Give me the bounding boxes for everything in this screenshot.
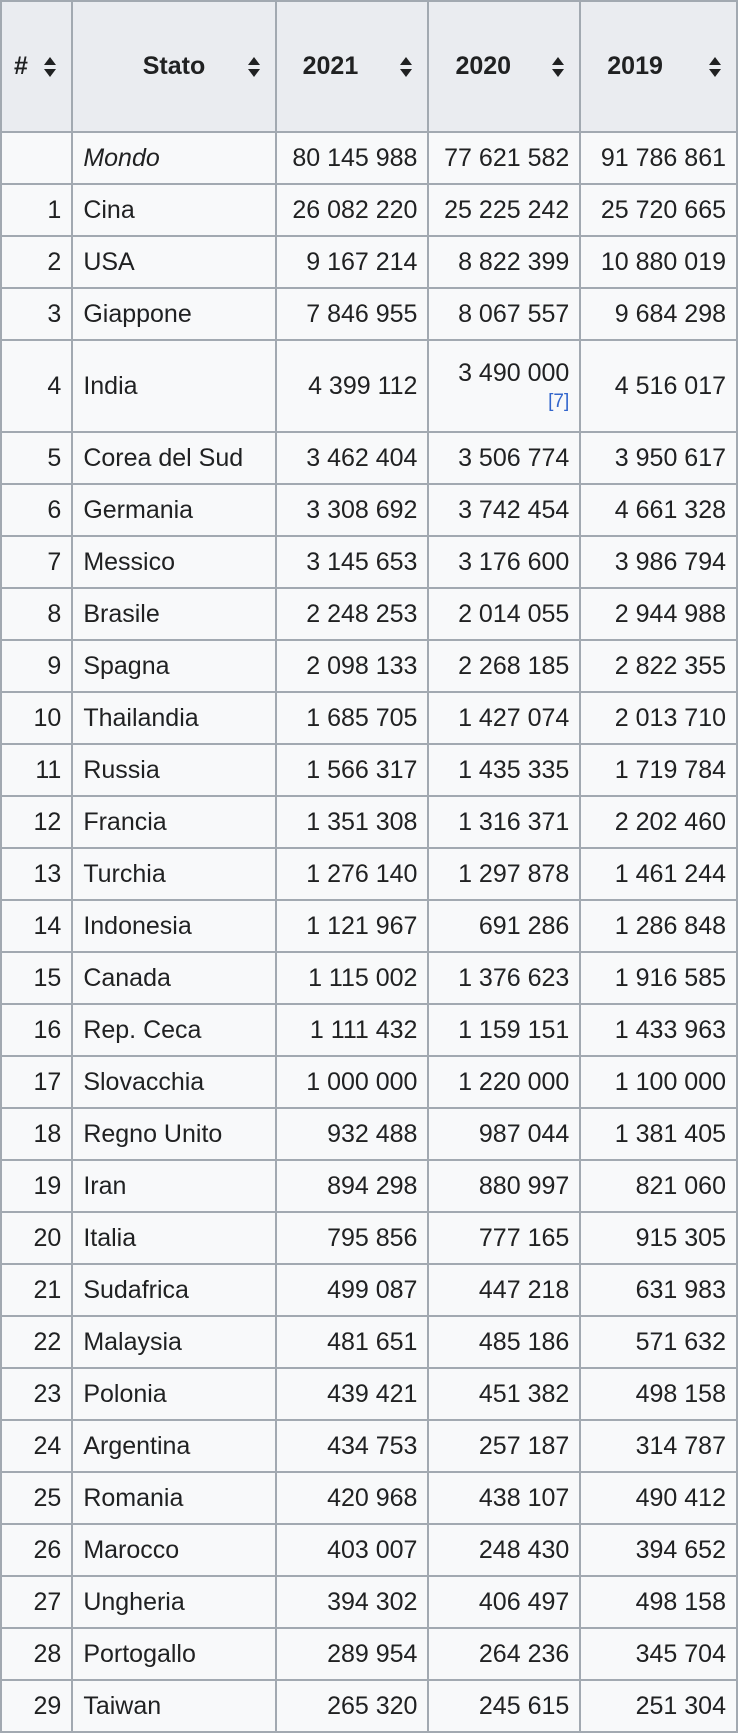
table-row xyxy=(1,1264,737,1316)
country-cell: Canada xyxy=(72,952,275,1004)
value-2021-cell: 1 115 002 xyxy=(276,952,429,1004)
rank-cell: 26 xyxy=(1,1524,72,1576)
rank-cell: 15 xyxy=(1,952,72,1004)
value-2019-cell: 394 652 xyxy=(580,1524,737,1576)
rank-cell: 27 xyxy=(1,1576,72,1628)
column-header-rank[interactable] xyxy=(1,1,72,132)
value-2021-cell: 1 566 317 xyxy=(276,744,429,796)
value-2021-cell: 3 145 653 xyxy=(276,536,429,588)
value-2021-cell: 932 488 xyxy=(276,1108,429,1160)
rank-cell: 7 xyxy=(1,536,72,588)
value-2021-cell: 3 462 404 xyxy=(276,432,429,484)
value-2019-cell: 251 304 xyxy=(580,1680,737,1732)
value-2021-cell: 2 098 133 xyxy=(276,640,429,692)
rank-cell: 3 xyxy=(1,288,72,340)
country-cell: Portogallo xyxy=(72,1628,275,1680)
value-2020-cell: 1 220 000 xyxy=(428,1056,580,1108)
value-2021-cell: 2 248 253 xyxy=(276,588,429,640)
country-cell: Francia xyxy=(72,796,275,848)
table-row xyxy=(1,1108,737,1160)
table-row xyxy=(1,1576,737,1628)
column-header-label: # xyxy=(14,52,28,80)
value-2019-cell: 1 719 784 xyxy=(580,744,737,796)
value-2021-cell: 394 302 xyxy=(276,1576,429,1628)
table-row xyxy=(1,1160,737,1212)
value-2019-cell: 345 704 xyxy=(580,1628,737,1680)
table-row xyxy=(1,1524,737,1576)
value-2021-cell: 9 167 214 xyxy=(276,236,429,288)
rank-cell: 1 xyxy=(1,184,72,236)
rank-cell: 2 xyxy=(1,236,72,288)
rank-cell: 14 xyxy=(1,900,72,952)
rank-cell: 24 xyxy=(1,1420,72,1472)
value-2020-cell: 438 107 xyxy=(428,1472,580,1524)
value-2020-cell: 3 176 600 xyxy=(428,536,580,588)
value-2021-cell: 26 082 220 xyxy=(276,184,429,236)
value-2019-cell: 571 632 xyxy=(580,1316,737,1368)
value-2019-cell: 1 433 963 xyxy=(580,1004,737,1056)
value-2020-cell: 1 159 151 xyxy=(428,1004,580,1056)
value-2019-cell: 4 516 017 xyxy=(580,340,737,432)
rank-cell: 8 xyxy=(1,588,72,640)
rank-cell: 20 xyxy=(1,1212,72,1264)
table-row xyxy=(1,288,737,340)
value-2019-cell: 10 880 019 xyxy=(580,236,737,288)
value-2021-cell: 80 145 988 xyxy=(276,132,429,184)
value-2021-cell: 1 276 140 xyxy=(276,848,429,900)
table-row-world xyxy=(1,132,737,184)
country-cell: Turchia xyxy=(72,848,275,900)
country-cell: Brasile xyxy=(72,588,275,640)
value-2019-cell: 2 013 710 xyxy=(580,692,737,744)
sort-arrows-icon[interactable] xyxy=(551,56,565,78)
value-2020-cell: 257 187 xyxy=(428,1420,580,1472)
value-2020-cell: 1 376 623 xyxy=(428,952,580,1004)
table-row xyxy=(1,1472,737,1524)
value-2020-cell: 8 067 557 xyxy=(428,288,580,340)
value-2021-cell: 403 007 xyxy=(276,1524,429,1576)
value-2019-cell: 1 916 585 xyxy=(580,952,737,1004)
table-row xyxy=(1,1056,737,1108)
value-2019-cell: 490 412 xyxy=(580,1472,737,1524)
table-row xyxy=(1,1316,737,1368)
value-2020-cell: 248 430 xyxy=(428,1524,580,1576)
value-2019-cell: 9 684 298 xyxy=(580,288,737,340)
country-cell: Corea del Sud xyxy=(72,432,275,484)
value-2020-cell: 2 014 055 xyxy=(428,588,580,640)
value-2020-cell: 1 435 335 xyxy=(428,744,580,796)
country-cell: Regno Unito xyxy=(72,1108,275,1160)
value-2019-cell: 2 202 460 xyxy=(580,796,737,848)
table-row xyxy=(1,340,737,432)
value-2020-cell: 691 286 xyxy=(428,900,580,952)
value-2019-cell: 821 060 xyxy=(580,1160,737,1212)
value-2021-cell: 499 087 xyxy=(276,1264,429,1316)
country-cell: Iran xyxy=(72,1160,275,1212)
value-2019-cell: 1 100 000 xyxy=(580,1056,737,1108)
country-cell: Polonia xyxy=(72,1368,275,1420)
rank-cell: 10 xyxy=(1,692,72,744)
country-cell: Germania xyxy=(72,484,275,536)
value-2021-cell: 1 111 432 xyxy=(276,1004,429,1056)
value-2019-cell: 25 720 665 xyxy=(580,184,737,236)
value-2019-cell: 1 381 405 xyxy=(580,1108,737,1160)
value-2021-cell: 894 298 xyxy=(276,1160,429,1212)
column-header-2020[interactable] xyxy=(428,1,580,132)
value-2021-cell: 420 968 xyxy=(276,1472,429,1524)
value-2021-cell: 1 351 308 xyxy=(276,796,429,848)
value-2019-cell: 4 661 328 xyxy=(580,484,737,536)
value-2020-cell: 880 997 xyxy=(428,1160,580,1212)
sort-arrows-icon[interactable] xyxy=(43,56,57,78)
table-row xyxy=(1,1420,737,1472)
column-header-label: 2021 xyxy=(302,52,359,80)
value-2019-cell: 314 787 xyxy=(580,1420,737,1472)
value-2020-cell: 1 297 878 xyxy=(428,848,580,900)
value-2020-cell: 264 236 xyxy=(428,1628,580,1680)
column-header-2019[interactable] xyxy=(580,1,737,132)
table-row xyxy=(1,236,737,288)
column-header-2021[interactable] xyxy=(276,1,429,132)
value-2019-cell: 1 286 848 xyxy=(580,900,737,952)
value-2019-cell: 498 158 xyxy=(580,1576,737,1628)
table-row xyxy=(1,1368,737,1420)
table-row xyxy=(1,1628,737,1680)
value-2020-cell: 451 382 xyxy=(428,1368,580,1420)
table-row xyxy=(1,952,737,1004)
country-cell: Spagna xyxy=(72,640,275,692)
value-2020-cell: 1 316 371 xyxy=(428,796,580,848)
rank-cell: 12 xyxy=(1,796,72,848)
column-header-label: 2019 xyxy=(607,52,663,80)
value-2021-cell: 1 685 705 xyxy=(276,692,429,744)
table-row xyxy=(1,1004,737,1056)
value-2020-cell: 8 822 399 xyxy=(428,236,580,288)
rank-cell: 9 xyxy=(1,640,72,692)
table-row xyxy=(1,588,737,640)
value-2020-cell: 3 506 774 xyxy=(428,432,580,484)
value-2021-cell: 481 651 xyxy=(276,1316,429,1368)
country-cell: Rep. Ceca xyxy=(72,1004,275,1056)
country-cell: Sudafrica xyxy=(72,1264,275,1316)
rank-cell: 23 xyxy=(1,1368,72,1420)
country-cell: Russia xyxy=(72,744,275,796)
country-cell: Argentina xyxy=(72,1420,275,1472)
table-row xyxy=(1,1680,737,1732)
country-cell: USA xyxy=(72,236,275,288)
value-2020-cell: 77 621 582 xyxy=(428,132,580,184)
country-cell: Ungheria xyxy=(72,1576,275,1628)
table-row xyxy=(1,640,737,692)
country-cell: Giappone xyxy=(72,288,275,340)
country-cell: Mondo xyxy=(72,132,275,184)
value-2019-cell: 2 944 988 xyxy=(580,588,737,640)
value-2021-cell: 1 000 000 xyxy=(276,1056,429,1108)
column-header-label: 2020 xyxy=(455,52,512,80)
column-header-country[interactable] xyxy=(72,1,275,132)
rank-cell: 29 xyxy=(1,1680,72,1732)
value-2021-cell: 265 320 xyxy=(276,1680,429,1732)
table-row xyxy=(1,536,737,588)
table-row xyxy=(1,432,737,484)
rank-cell xyxy=(1,132,72,184)
column-header-label: Stato xyxy=(142,52,206,80)
rank-cell: 16 xyxy=(1,1004,72,1056)
value-2019-cell: 498 158 xyxy=(580,1368,737,1420)
country-cell: Malaysia xyxy=(72,1316,275,1368)
value-2020-cell: 2 268 185 xyxy=(428,640,580,692)
country-cell: Romania xyxy=(72,1472,275,1524)
value-2019-cell: 631 983 xyxy=(580,1264,737,1316)
table-row xyxy=(1,484,737,536)
value-2021-cell: 1 121 967 xyxy=(276,900,429,952)
value-2021-cell: 289 954 xyxy=(276,1628,429,1680)
header-row xyxy=(1,1,737,132)
country-cell: India xyxy=(72,340,275,432)
sort-arrows-icon[interactable] xyxy=(247,56,261,78)
value-2021-cell: 3 308 692 xyxy=(276,484,429,536)
country-cell: Indonesia xyxy=(72,900,275,952)
value-2020-cell: 406 497 xyxy=(428,1576,580,1628)
rank-cell: 11 xyxy=(1,744,72,796)
table-row xyxy=(1,744,737,796)
value-2020-cell: 245 615 xyxy=(428,1680,580,1732)
table-row xyxy=(1,184,737,236)
value-2019-cell: 915 305 xyxy=(580,1212,737,1264)
rank-cell: 22 xyxy=(1,1316,72,1368)
table-row xyxy=(1,692,737,744)
value-2019-cell: 3 950 617 xyxy=(580,432,737,484)
sort-arrows-icon[interactable] xyxy=(399,56,413,78)
rank-cell: 18 xyxy=(1,1108,72,1160)
value-2021-cell: 439 421 xyxy=(276,1368,429,1420)
reference-link[interactable]: [7] xyxy=(548,391,570,412)
value-2019-cell: 91 786 861 xyxy=(580,132,737,184)
rank-cell: 4 xyxy=(1,340,72,432)
value-2020-cell: 777 165 xyxy=(428,1212,580,1264)
value-2021-cell: 795 856 xyxy=(276,1212,429,1264)
value-2019-cell: 3 986 794 xyxy=(580,536,737,588)
country-cell: Marocco xyxy=(72,1524,275,1576)
value-2020-cell xyxy=(428,340,580,432)
rank-cell: 25 xyxy=(1,1472,72,1524)
rank-cell: 17 xyxy=(1,1056,72,1108)
value-2020-cell: 25 225 242 xyxy=(428,184,580,236)
value-2021-cell: 7 846 955 xyxy=(276,288,429,340)
table-row xyxy=(1,1212,737,1264)
value-2019-cell: 2 822 355 xyxy=(580,640,737,692)
sort-arrows-icon[interactable] xyxy=(708,56,722,78)
rank-cell: 19 xyxy=(1,1160,72,1212)
country-cell: Cina xyxy=(72,184,275,236)
value-2020-cell: 447 218 xyxy=(428,1264,580,1316)
rank-cell: 5 xyxy=(1,432,72,484)
value-2020-cell: 1 427 074 xyxy=(428,692,580,744)
rank-cell: 13 xyxy=(1,848,72,900)
country-cell: Italia xyxy=(72,1212,275,1264)
country-cell: Messico xyxy=(72,536,275,588)
country-cell: Thailandia xyxy=(72,692,275,744)
rank-cell: 6 xyxy=(1,484,72,536)
country-cell: Taiwan xyxy=(72,1680,275,1732)
value-2021-cell: 4 399 112 xyxy=(276,340,429,432)
value-2020-text: 3 490 000 xyxy=(458,359,570,387)
value-2020-cell: 3 742 454 xyxy=(428,484,580,536)
table-row xyxy=(1,900,737,952)
table-row xyxy=(1,796,737,848)
value-2020-cell: 987 044 xyxy=(428,1108,580,1160)
table-row xyxy=(1,848,737,900)
value-2021-cell: 434 753 xyxy=(276,1420,429,1472)
value-2020-cell: 485 186 xyxy=(428,1316,580,1368)
country-cell: Slovacchia xyxy=(72,1056,275,1108)
rank-cell: 28 xyxy=(1,1628,72,1680)
value-2019-cell: 1 461 244 xyxy=(580,848,737,900)
rank-cell: 21 xyxy=(1,1264,72,1316)
